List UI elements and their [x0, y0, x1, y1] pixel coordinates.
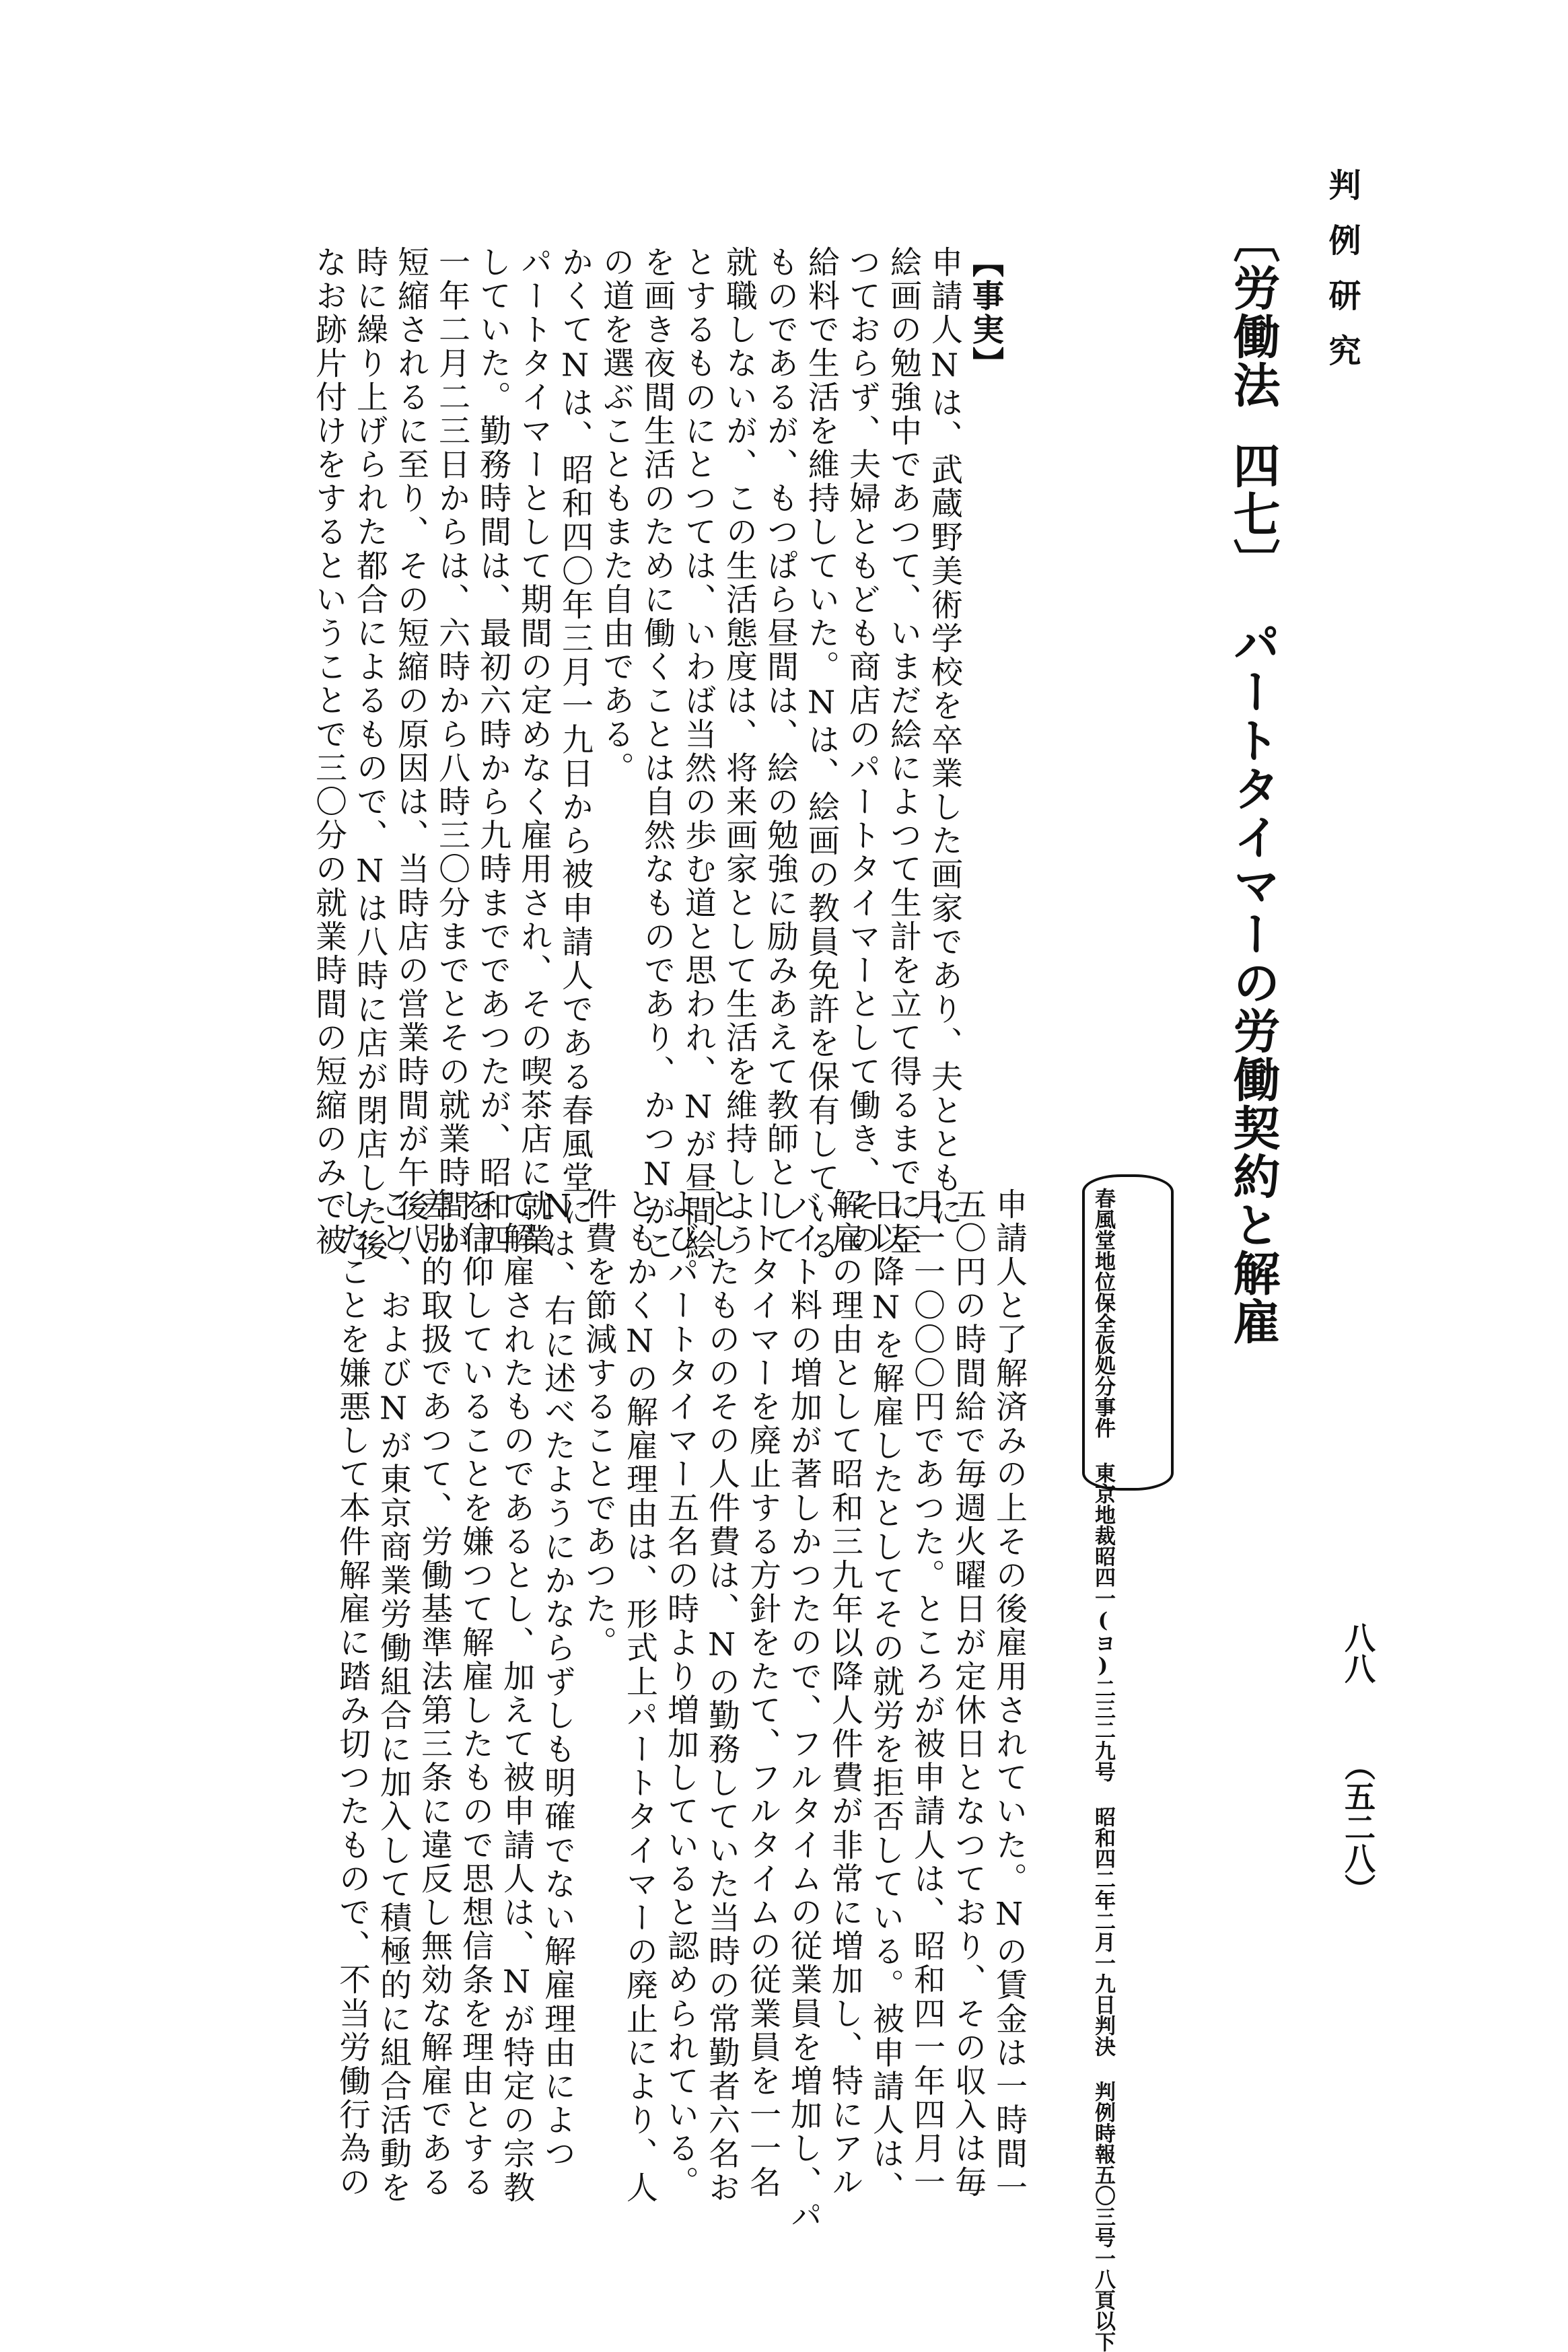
text-line: 解雇の理由として昭和三九年以降人件費が非常に増加し、特にアル — [826, 1188, 863, 2199]
case-subject: パートタイマーの労働契約と解雇 — [1225, 619, 1281, 1346]
text-line: していた。勤務時間は、最初六時から九時までであつたが、昭和四 — [474, 246, 511, 1257]
text-line: 一年二月二三日からは、六時から八時三〇分までとその就業時間が — [433, 246, 470, 1257]
case-title — [1219, 215, 1287, 1346]
text-line: を信仰していることを嫌つて解雇したもので思想信条を理由とする — [457, 1188, 494, 2199]
text-line: ートタイマーを廃止する方針をたて、フルタイムの従業員を一一名 — [744, 1188, 781, 2199]
text-line: 件費を節減することであつた。 — [580, 1188, 617, 1660]
text-line: Nは、右に述べたようにかならずしも明確でない解雇理由によつ — [539, 1188, 576, 2171]
lower-text-block — [185, 1188, 1030, 2233]
upper-text-block — [172, 246, 1006, 1262]
text-line: て解雇されたものであるとし、加えて被申請人は、Nが特定の宗教 — [498, 1188, 535, 2205]
text-line: を画き夜間生活のために働くことは自然なものであり、かつNがこ — [639, 246, 676, 1262]
page-number: 八八 — [1340, 1622, 1376, 1684]
facts-heading: 【事実】 — [967, 246, 1004, 381]
text-line: 絵画の勉強中であつて、いまだ絵によつて生計を立て得るまでに至 — [885, 246, 922, 1257]
text-line: ものであるが、もつぱら昼間は、絵の勉強に励みあえて教師として — [762, 246, 799, 1257]
text-line: としたもののその人件費は、Nの勤務していた当時の常勤者六名お — [703, 1188, 740, 2205]
running-head: 判例研究 — [1323, 168, 1361, 389]
text-line: ともかくNの解雇理由は、形式上パートタイマーの廃止により、人 — [621, 1188, 658, 2205]
text-line: 申請人と了解済みの上その後雇用されていた。Nの賃金は一時間一 — [991, 1188, 1028, 2205]
text-line: なお跡片付けをするということで三〇分の就業時間の短縮のみで被 — [310, 246, 347, 1257]
text-line: バイト料の増加が著しかつたので、フルタイムの従業員を増加し、パ — [785, 1188, 822, 2234]
text-line: つておらず、夫婦ともども商店のパートタイマーとして働き、その — [844, 246, 881, 1257]
text-line: とするものにとつては、いわば当然の歩む道と思われ、Nが昼間絵 — [680, 246, 717, 1262]
case-reference-line: 判例時報五〇三号一八頁以下 — [1091, 2081, 1115, 2352]
text-line: 日以降Nを解雇したとしてその就労を拒否している。被申請人は、 — [867, 1188, 904, 2205]
case-reference-line: 昭和四二年二月一九日判決 — [1091, 1806, 1115, 2057]
text-line: パートタイマーとして期間の定めなく雇用され、その喫茶店に就業 — [515, 246, 553, 1257]
text-line: 給料で生活を維持していた。Nは、絵画の教員免許を保有している — [803, 246, 840, 1262]
text-line: よびパートタイマー五名の時より増加していると認められている。 — [662, 1188, 699, 2199]
case-number: 四七〕 — [1225, 441, 1281, 587]
text-line: こと、およびNが東京商業労働組合に加入して積極的に組合活動を — [375, 1188, 412, 2205]
case-reference — [1090, 1188, 1116, 2352]
text-line: 申請人Nは、武蔵野美術学校を卒業した画家であり、夫とともに — [926, 246, 963, 1229]
text-line: 差別的取扱であつて、労働基準法第三条に違反し無効な解雇である — [416, 1188, 453, 2199]
case-reference-line: 東京地裁昭四一(ヨ)二三二九号 — [1091, 1462, 1115, 1782]
case-category: 〔労働法 — [1225, 215, 1281, 409]
text-line: 五〇円の時間給で毎週火曜日が定休日となつており、その収入は毎 — [950, 1188, 987, 2199]
text-line: 就職しないが、この生活態度は、将来画家として生活を維持しよう — [721, 246, 758, 1257]
text-line: の道を選ぶこともまた自由である。 — [598, 246, 635, 785]
text-line: したことを嫌悪して本件解雇に踏み切つたもので、不当労働行為の — [334, 1188, 371, 2199]
text-line: 短縮されるに至り、その短縮の原因は、当時店の営業時間が午後八 — [392, 246, 429, 1257]
volume-page-number: （五二八） — [1340, 1750, 1376, 1904]
text-line: かくてNは、昭和四〇年三月一九日から被申請人である春風堂に — [557, 246, 594, 1229]
case-reference-line: 春風堂地位保全仮処分事件 — [1091, 1188, 1115, 1438]
text-line: 時に繰り上げられた都合によるもので、Nは八時に店が閉店した後 — [351, 246, 388, 1262]
text-line: 月一一〇〇〇円であつた。ところが被申請人は、昭和四一年四月一 — [908, 1188, 946, 2199]
